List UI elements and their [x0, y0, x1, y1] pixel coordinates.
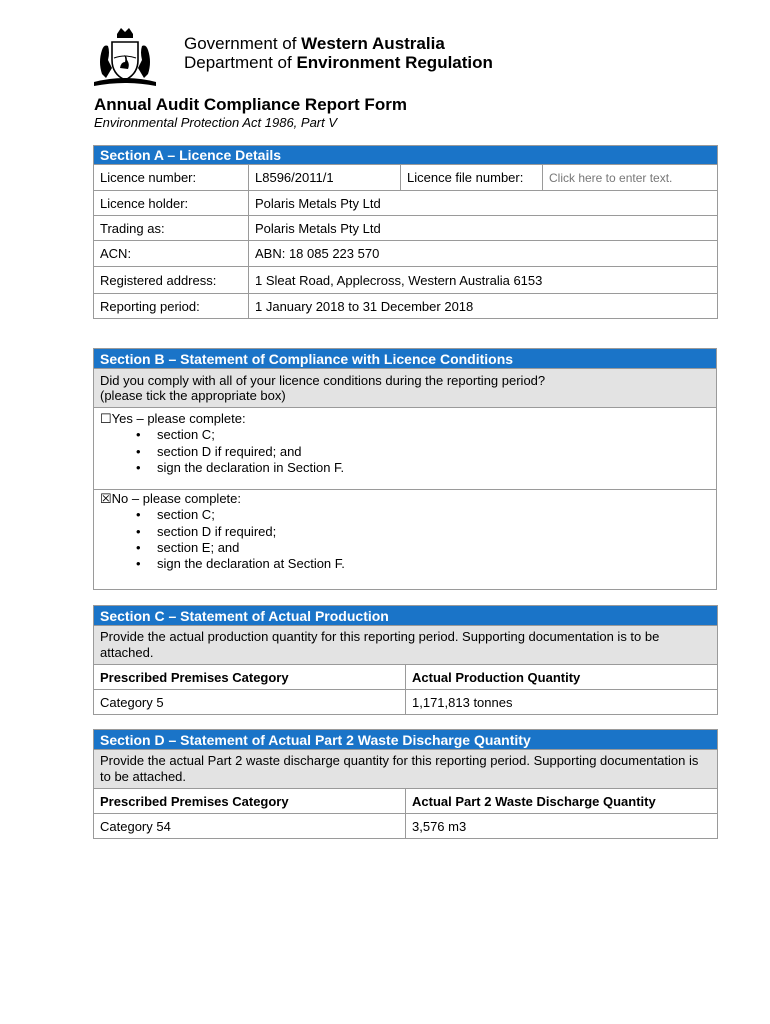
compliance-question [94, 369, 717, 408]
section-b-heading: Section B – Statement of Compliance with Licence Conditions [94, 349, 717, 369]
header [90, 22, 690, 90]
no-list [100, 507, 710, 572]
coat-of-arms-logo [90, 22, 160, 88]
acn-label: ACN: [94, 241, 249, 267]
no-label: No – please complete: [111, 491, 242, 506]
no-option [94, 490, 717, 590]
government-name: Government of Western Australia [184, 34, 445, 53]
section-a-heading: Section A – Licence Details [94, 146, 718, 165]
section-a-table [93, 145, 718, 319]
list-item: • section C; [157, 507, 710, 523]
section-d-quantity: 3,576 m3 [406, 814, 718, 839]
reporting-period-label: Reporting period: [94, 294, 249, 319]
registered-address-label: Registered address: [94, 267, 249, 294]
yes-option [94, 408, 717, 490]
trading-as-value: Polaris Metals Pty Ltd [249, 216, 718, 241]
section-c-heading: Section C – Statement of Actual Production [94, 606, 718, 626]
licence-file-input[interactable] [543, 165, 718, 191]
licence-file-label: Licence file number: [401, 165, 543, 191]
list-item: • sign the declaration at Section F. [157, 556, 710, 572]
section-d-category: Category 54 [94, 814, 406, 839]
section-d-instruction: Provide the actual Part 2 waste discharge quantity for this reporting period. Supporting documentation is to be attached. [94, 750, 718, 789]
licence-number-label: Licence number: [94, 165, 249, 191]
list-item: • sign the declaration in Section F. [157, 460, 710, 476]
list-item: • section E; and [157, 540, 710, 556]
yes-list [100, 427, 710, 476]
section-d-table [93, 729, 718, 839]
section-c-instruction: Provide the actual production quantity for this reporting period. Supporting documentation is to be attached. [94, 626, 718, 665]
acn-value: ABN: 18 085 223 570 [249, 241, 718, 267]
list-item: • section C; [157, 427, 710, 443]
section-c-table [93, 605, 718, 715]
yes-checkbox[interactable]: ☐ [100, 411, 112, 426]
section-c-category: Category 5 [94, 690, 406, 715]
trading-as-label: Trading as: [94, 216, 249, 241]
licence-number-value: L8596/2011/1 [249, 165, 401, 191]
compliance-question-line2: (please tick the appropriate box) [100, 388, 286, 403]
section-d-heading: Section D – Statement of Actual Part 2 Waste Discharge Quantity [94, 730, 718, 750]
licence-holder-value: Polaris Metals Pty Ltd [249, 191, 718, 216]
list-item: • section D if required; and [157, 444, 710, 460]
section-c-col1-header: Prescribed Premises Category [94, 665, 406, 690]
licence-file-placeholder: Click here to enter text. [549, 171, 673, 185]
department-name: Department of Environment Regulation [184, 53, 493, 72]
list-item: • section D if required; [157, 524, 710, 540]
section-c-col2-header: Actual Production Quantity [406, 665, 718, 690]
licence-holder-label: Licence holder: [94, 191, 249, 216]
form-subtitle: Environmental Protection Act 1986, Part V [94, 115, 338, 130]
compliance-question-line1: Did you comply with all of your licence conditions during the reporting period? [100, 373, 546, 388]
reporting-period-value: 1 January 2018 to 31 December 2018 [249, 294, 718, 319]
form-title: Annual Audit Compliance Report Form [94, 95, 407, 114]
section-d-col2-header: Actual Part 2 Waste Discharge Quantity [406, 789, 718, 814]
yes-label: Yes – please complete: [111, 411, 246, 426]
registered-address-value: 1 Sleat Road, Applecross, Western Australia 6153 [249, 267, 718, 294]
section-d-col1-header: Prescribed Premises Category [94, 789, 406, 814]
section-b-table [93, 348, 717, 590]
no-checkbox[interactable]: ☒ [100, 491, 112, 506]
section-c-quantity: 1,171,813 tonnes [406, 690, 718, 715]
